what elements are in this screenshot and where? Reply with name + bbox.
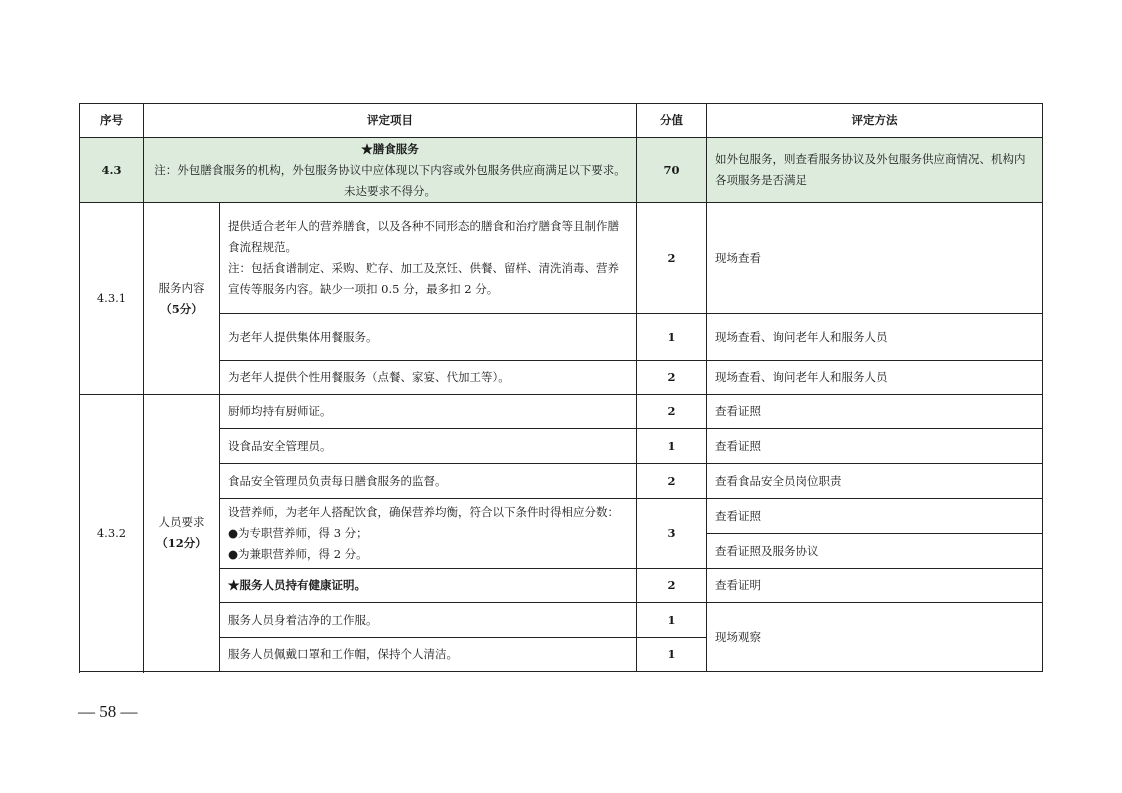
section-no: 4.3	[80, 138, 144, 203]
table-row	[80, 314, 1043, 361]
item-score: 3	[637, 499, 707, 569]
section-title: ★膳食服务	[361, 141, 419, 156]
section-item	[144, 138, 637, 203]
item-text: 为老年人提供集体用餐服务。	[220, 314, 637, 361]
group-name: 人员要求	[158, 515, 205, 529]
item-score: 2	[637, 203, 707, 314]
item-method: 查看证照	[707, 395, 1043, 429]
header-item: 评定项目	[144, 104, 637, 138]
item-score: 1	[637, 638, 707, 672]
section-row	[80, 138, 1043, 203]
header-method: 评定方法	[707, 104, 1043, 138]
group-name: 服务内容	[158, 280, 205, 295]
group-no: 4.3.1	[80, 203, 144, 395]
group-no: 4.3.2	[80, 395, 144, 672]
item-score: 2	[637, 569, 707, 603]
group-label	[144, 203, 220, 395]
item-score: 2	[637, 361, 707, 395]
item-score: 1	[637, 314, 707, 361]
item-method: 现场查看	[707, 203, 1043, 314]
header-row	[80, 104, 1043, 138]
item-text: 为老年人提供个性用餐服务（点餐、家宴、代加工等）。	[220, 361, 637, 395]
table-row	[80, 395, 1043, 429]
item-text: 食品安全管理员负责每日膳食服务的监督。	[220, 464, 637, 499]
header-score: 分值	[637, 104, 707, 138]
item-text: 设食品安全管理员。	[220, 429, 637, 464]
table-row	[80, 203, 1043, 314]
item-score: 1	[637, 603, 707, 638]
table-row	[80, 603, 1043, 638]
section-score: 70	[637, 138, 707, 203]
item-text-b: ●为专职营养师，得 3 分；	[228, 526, 368, 540]
item-method: 现场查看、询问老年人和服务人员	[707, 361, 1043, 395]
section-note-2: 未达要求不得分。	[344, 183, 436, 198]
group-points: （12分）	[156, 536, 207, 550]
item-text-a: 设营养师，为老年人搭配饮食，确保营养均衡，符合以下条件时得相应分数：	[228, 505, 619, 519]
item-method: 查看证照	[707, 429, 1043, 464]
item-score: 1	[637, 429, 707, 464]
item-text: ★服务人员持有健康证明。	[220, 569, 637, 603]
item-text: 厨师均持有厨师证。	[220, 395, 637, 429]
item-method: 现场查看、询问老年人和服务人员	[707, 314, 1043, 361]
item-score: 2	[637, 464, 707, 499]
group-points: （5分）	[160, 301, 203, 316]
section-method: 如外包服务，则查看服务协议及外包服务供应商情况、机构内各项服务是否满足	[707, 138, 1043, 203]
table-row	[80, 361, 1043, 395]
item-text-b: 注：包括食谱制定、采购、贮存、加工及烹饪、供餐、留样、清洗消毒、营养宣传等服务内容。缺少一项扣 0.5 分，最多扣 2 分。	[228, 261, 619, 296]
item-text	[220, 499, 637, 569]
table-row	[80, 429, 1043, 464]
item-method: 现场观察	[707, 603, 1043, 672]
item-text	[220, 203, 637, 314]
item-text-a: 提供适合老年人的营养膳食，以及各种不同形态的膳食和治疗膳食等且制作膳食流程规范。	[228, 219, 619, 254]
table-row	[80, 499, 1043, 534]
evaluation-table	[79, 103, 1043, 672]
section-note-1: 注：外包膳食服务的机构，外包服务协议中应体现以下内容或外包服务供应商满足以下要求。	[154, 162, 626, 177]
header-no: 序号	[80, 104, 144, 138]
item-text: 服务人员佩戴口罩和工作帽，保持个人清洁。	[220, 638, 637, 672]
item-score: 2	[637, 395, 707, 429]
item-text-c: ●为兼职营养师，得 2 分。	[228, 547, 368, 561]
item-method: 查看食品安全员岗位职责	[707, 464, 1043, 499]
item-method: 查看证照及服务协议	[707, 534, 1043, 569]
item-method: 查看证照	[707, 499, 1043, 534]
table-row	[80, 464, 1043, 499]
item-method: 查看证明	[707, 569, 1043, 603]
group-label	[144, 395, 220, 672]
page-number: — 58 —	[78, 702, 138, 721]
item-text: 服务人员身着洁净的工作服。	[220, 603, 637, 638]
table-row	[80, 569, 1043, 603]
